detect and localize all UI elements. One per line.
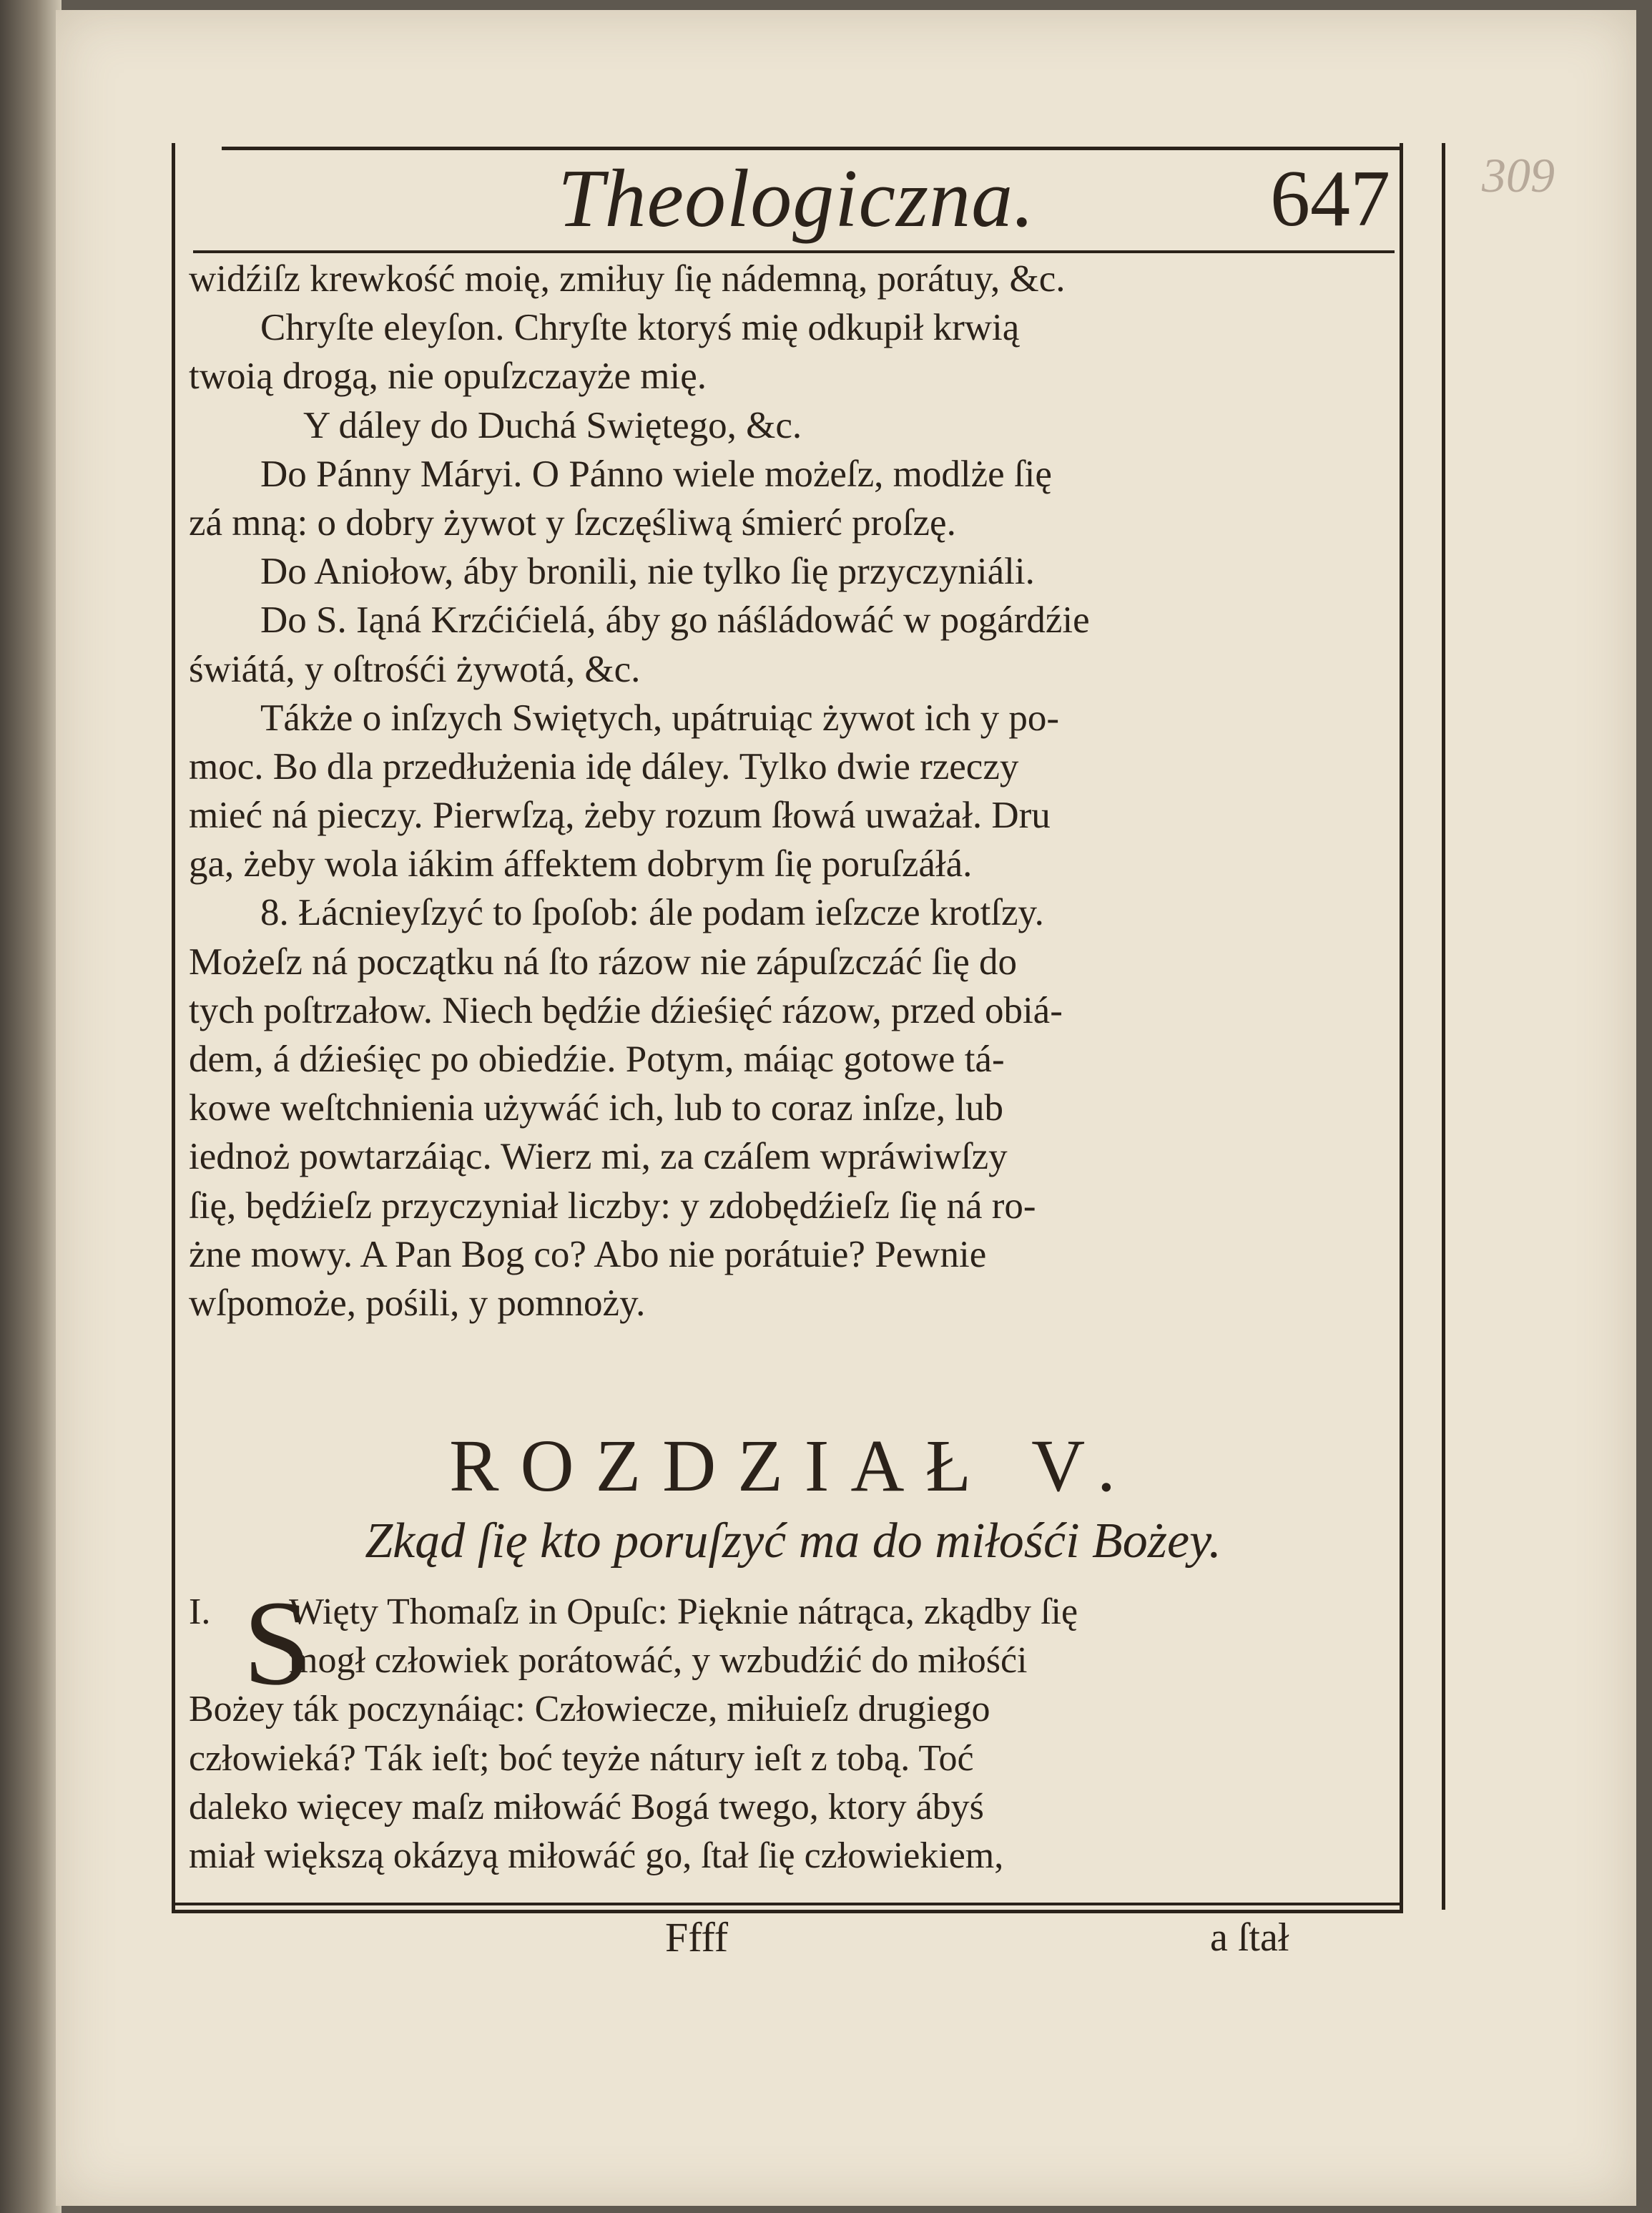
body-line: Tákże o inſzych Swiętych, upátruiąc żywot ich y po- <box>260 697 1060 739</box>
chapter-line: człowieká? Ták ieſt; boć teyże nátury ieſt z tobą. Toć <box>189 1737 974 1779</box>
signature-mark: Ffff <box>665 1914 729 1961</box>
body-line: mieć ná pieczy. Pierwſzą, żeby rozum ſłowá uważał. Dru <box>189 795 1051 837</box>
body-line: kowe weſtchnienia używáć ich, lub to coraz inſze, lub <box>189 1087 1004 1129</box>
body-line: zá mną: o dobry żywot y ſzczęśliwą śmierć proſzę. <box>189 501 956 544</box>
drop-cap: S <box>243 1576 311 1710</box>
folio-annotation: 309 <box>1482 148 1555 202</box>
body-line: widźiſz krewkość moię, zmiłuy ſię nádemną, porátuy, &c. <box>189 258 1066 300</box>
body-line: wſpomoże, pośili, y pomnoży. <box>189 1282 646 1324</box>
body-line: żne mowy. A Pan Bog co? Abo nie porátuie? Pewnie <box>189 1233 987 1275</box>
chapter-line: miał większą okázyą miłowáć go, ſtał ſię człowiekiem, <box>189 1835 1004 1876</box>
chapter-subtitle: Zkąd ſię kto poruſzyć ma do miłośći Bożey. <box>365 1513 1221 1569</box>
running-head: Theologiczna. <box>558 153 1036 245</box>
body-line: dem, á dźieśięc po obiedźie. Potym, máiąc gotowe tá- <box>189 1039 1005 1080</box>
chapter-line: Bożey ták poczynáiąc: Człowiecze, miłuieſz drugiego <box>189 1689 990 1730</box>
body-line: ſię, będźieſz przyczyniał liczby: y zdobędźieſz ſię ná ro- <box>189 1184 1036 1227</box>
body-line: Do S. Iąná Krzćićielá, áby go náśládowáć w pogárdźie <box>260 599 1090 642</box>
catchword: a ſtał <box>1210 1915 1289 1960</box>
body-line: Y dáley do Duchá Swiętego, &c. <box>303 404 802 446</box>
outer-right-rule <box>1442 143 1445 1910</box>
page-number: 647 <box>1270 154 1390 243</box>
book-gutter <box>0 0 62 2213</box>
body-text <box>189 255 1397 1328</box>
chapter-line-text: Więty Thomaſz in Opuſc: Pięknie nátrąca, zkądby ſię <box>289 1591 1078 1632</box>
body-line: twoią drogą, nie opuſzczayże mię. <box>189 355 707 398</box>
chapter-text <box>189 1576 1397 1880</box>
body-line: świátá, y oſtrośći żywotá, &c. <box>189 648 641 690</box>
body-line: 8. Łácnieyſzyć to ſpoſob: ále podam ieſzcze krotſzy. <box>260 892 1044 934</box>
footer-rule <box>172 1903 1400 1905</box>
page-header <box>186 149 1395 249</box>
body-line: Możeſz ná początku ná ſto rázow nie zápuſzczáć ſię do <box>189 941 1018 983</box>
chapter-line: daleko więcey maſz miłowáć Bogá twego, ktory ábyś <box>189 1786 984 1827</box>
body-line: iednoż powtarzáiąc. Wierz mi, za czáſem wpráwiwſzy <box>189 1136 1008 1178</box>
body-line: Do Pánny Máryi. O Pánno wiele możeſz, modlże ſię <box>260 453 1052 495</box>
body-line: Chryſte eleyſon. Chryſte ktoryś mię odkupił krwią <box>260 307 1020 349</box>
body-line: tych poſtrzałow. Niech będźie dźieśięć rázow, przed obiá- <box>189 989 1063 1031</box>
chapter-line <box>189 1588 1397 1637</box>
body-line: ga, żeby wola iákim áffektem dobrym ſię poruſzáłá. <box>189 843 973 885</box>
chapter-title: ROZDZIAŁ V. <box>449 1425 1137 1507</box>
chapter-line: mogł człowiek porátowáć, y wzbudźić do miłośći <box>289 1640 1028 1682</box>
header-rule <box>193 250 1395 253</box>
body-line: moc. Bo dla przedłużenia idę dáley. Tylko dwie rzeczy <box>189 745 1019 787</box>
section-number: I. <box>189 1591 211 1632</box>
body-line: Do Aniołow, áby bronili, nie tylko ſię przyczyniáli. <box>260 551 1035 593</box>
